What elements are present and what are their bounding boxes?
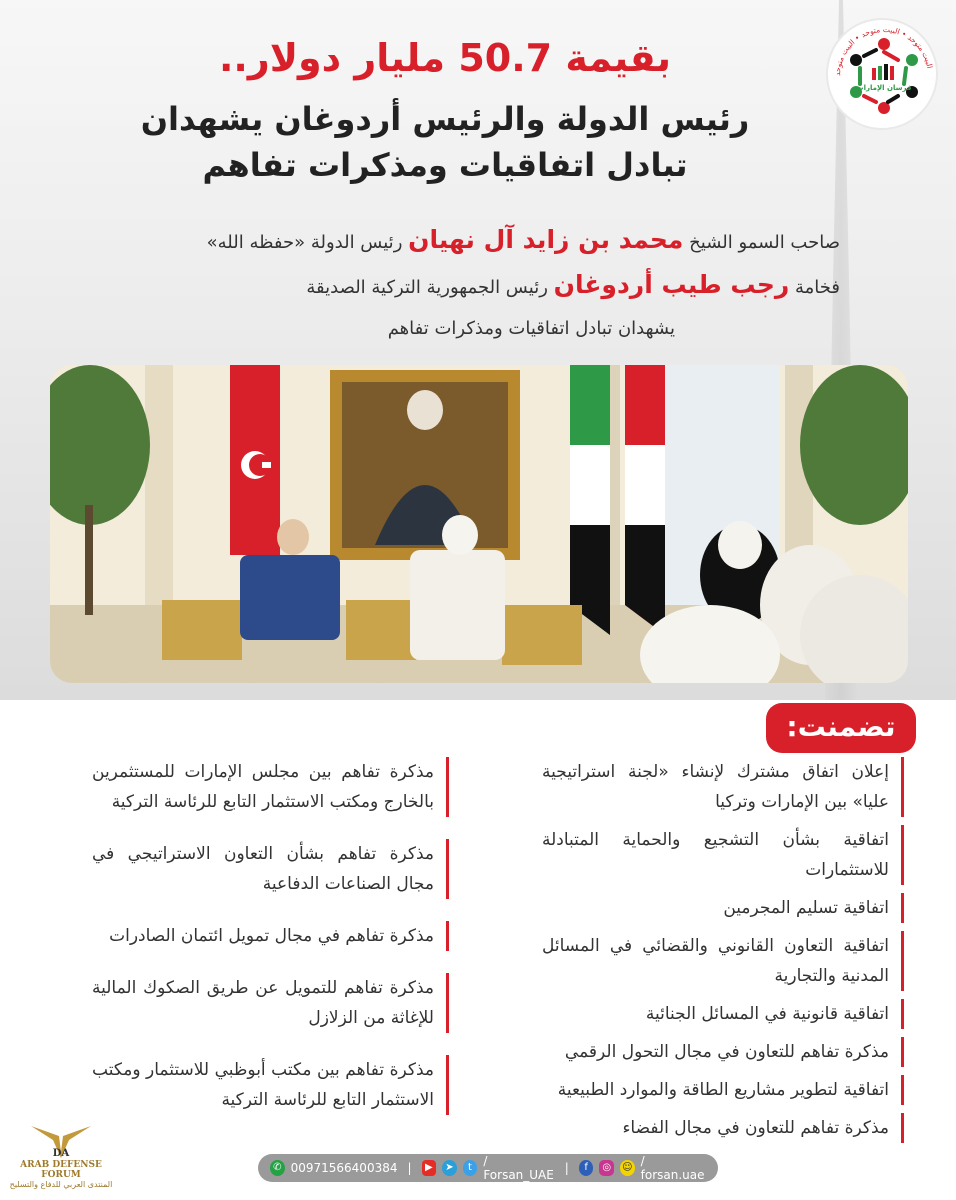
list-item: إعلان اتفاق مشترك لإنشاء «لجنة استراتيجية عليا» بين الإمارات وتركيا bbox=[542, 757, 904, 817]
list-item: مذكرة تفاهم للتعاون في مجال الفضاء bbox=[542, 1113, 904, 1143]
intro-2-prefix: فخامة bbox=[795, 277, 840, 298]
facebook-icon[interactable]: f bbox=[579, 1160, 594, 1176]
list-item: اتفاقية تسليم المجرمين bbox=[542, 893, 904, 923]
list-item: مذكرة تفاهم بين مكتب أبوظبي للاستثمار ومكتب الاستثمار التابع للرئاسة التركية bbox=[92, 1055, 449, 1115]
intro-line-1 bbox=[110, 225, 840, 254]
list-item: اتفاقية قانونية في المسائل الجنائية bbox=[542, 999, 904, 1029]
list-item: اتفاقية لتطوير مشاريع الطاقة والموارد الطبيعية bbox=[542, 1075, 904, 1105]
agreements-list-left bbox=[92, 757, 449, 1115]
snapchat-icon[interactable]: ☺ bbox=[620, 1160, 635, 1176]
list-item: مذكرة تفاهم بين مجلس الإمارات للمستثمرين بالخارج ومكتب الاستثمار التابع للرئاسة التركية bbox=[92, 757, 449, 817]
divider: | bbox=[407, 1161, 412, 1175]
forsan-logo bbox=[826, 18, 938, 130]
list-item: اتفاقية التعاون القانوني والقضائي في المسائل المدنية والتجارية bbox=[542, 931, 904, 991]
telegram-icon[interactable]: ➤ bbox=[442, 1160, 457, 1176]
headline-value: بقيمة 50.7 مليار دولار.. bbox=[219, 36, 671, 80]
intro-2-suffix: رئيس الجمهورية التركية الصديقة bbox=[306, 277, 548, 298]
instagram-handle[interactable]: / forsan.uae bbox=[640, 1154, 705, 1182]
headline-line3: تبادل اتفاقيات ومذكرات تفاهم bbox=[202, 146, 688, 185]
list-item: مذكرة تفاهم في مجال تمويل ائتمان الصادرات bbox=[92, 921, 449, 951]
instagram-icon[interactable]: ◎ bbox=[599, 1160, 614, 1176]
social-bar bbox=[258, 1154, 718, 1182]
intro-line-3: يشهدان تبادل اتفاقيات ومذكرات تفاهم bbox=[387, 318, 675, 339]
list-item: اتفاقية بشأن التشجيع والحماية المتبادلة للاستثمارات bbox=[542, 825, 904, 885]
forum-title: ARAB DEFENSE FORUM bbox=[20, 1160, 102, 1180]
intro-1-name: محمد بن زايد آل نهيان bbox=[408, 225, 684, 254]
forum-emblem-icon bbox=[29, 1122, 93, 1160]
logo-ring-text: البيت متوحد • البيت متوحد • البيت متوحد bbox=[832, 24, 935, 77]
intro-2-name: رجب طيب أردوغان bbox=[553, 270, 790, 299]
agreements-list-right bbox=[542, 757, 904, 1143]
phone-number[interactable]: 00971566400384 bbox=[290, 1161, 398, 1175]
meeting-photo bbox=[50, 365, 908, 683]
divider: | bbox=[564, 1161, 569, 1175]
intro-line-2 bbox=[110, 270, 840, 299]
intro-1-prefix: صاحب السمو الشيخ bbox=[689, 232, 840, 253]
twitter-handle[interactable]: / Forsan_UAE bbox=[483, 1154, 554, 1182]
section-badge: تضمنت: bbox=[766, 703, 916, 753]
headline-title bbox=[100, 96, 790, 189]
twitter-icon[interactable]: t bbox=[463, 1160, 478, 1176]
youtube-icon[interactable]: ▶ bbox=[422, 1160, 437, 1176]
forum-subtitle: المنتدى العربي للدفاع والتسليح bbox=[9, 1180, 113, 1189]
svg-text:DA: DA bbox=[52, 1148, 70, 1159]
arab-defense-forum-watermark bbox=[6, 1122, 116, 1196]
headline-line2: رئيس الدولة والرئيس أردوغان يشهدان bbox=[140, 100, 750, 138]
whatsapp-icon[interactable]: ✆ bbox=[270, 1160, 285, 1176]
list-item: مذكرة تفاهم بشأن التعاون الاستراتيجي في مجال الصناعات الدفاعية bbox=[92, 839, 449, 899]
intro-1-suffix: رئيس الدولة «حفظه الله» bbox=[206, 232, 403, 253]
list-item: مذكرة تفاهم للتعاون في مجال التحول الرقمي bbox=[542, 1037, 904, 1067]
list-item: مذكرة تفاهم للتمويل عن طريق الصكوك المالية للإغاثة من الزلازل bbox=[92, 973, 449, 1033]
logo-name: فرسان الإمارات bbox=[856, 84, 912, 92]
